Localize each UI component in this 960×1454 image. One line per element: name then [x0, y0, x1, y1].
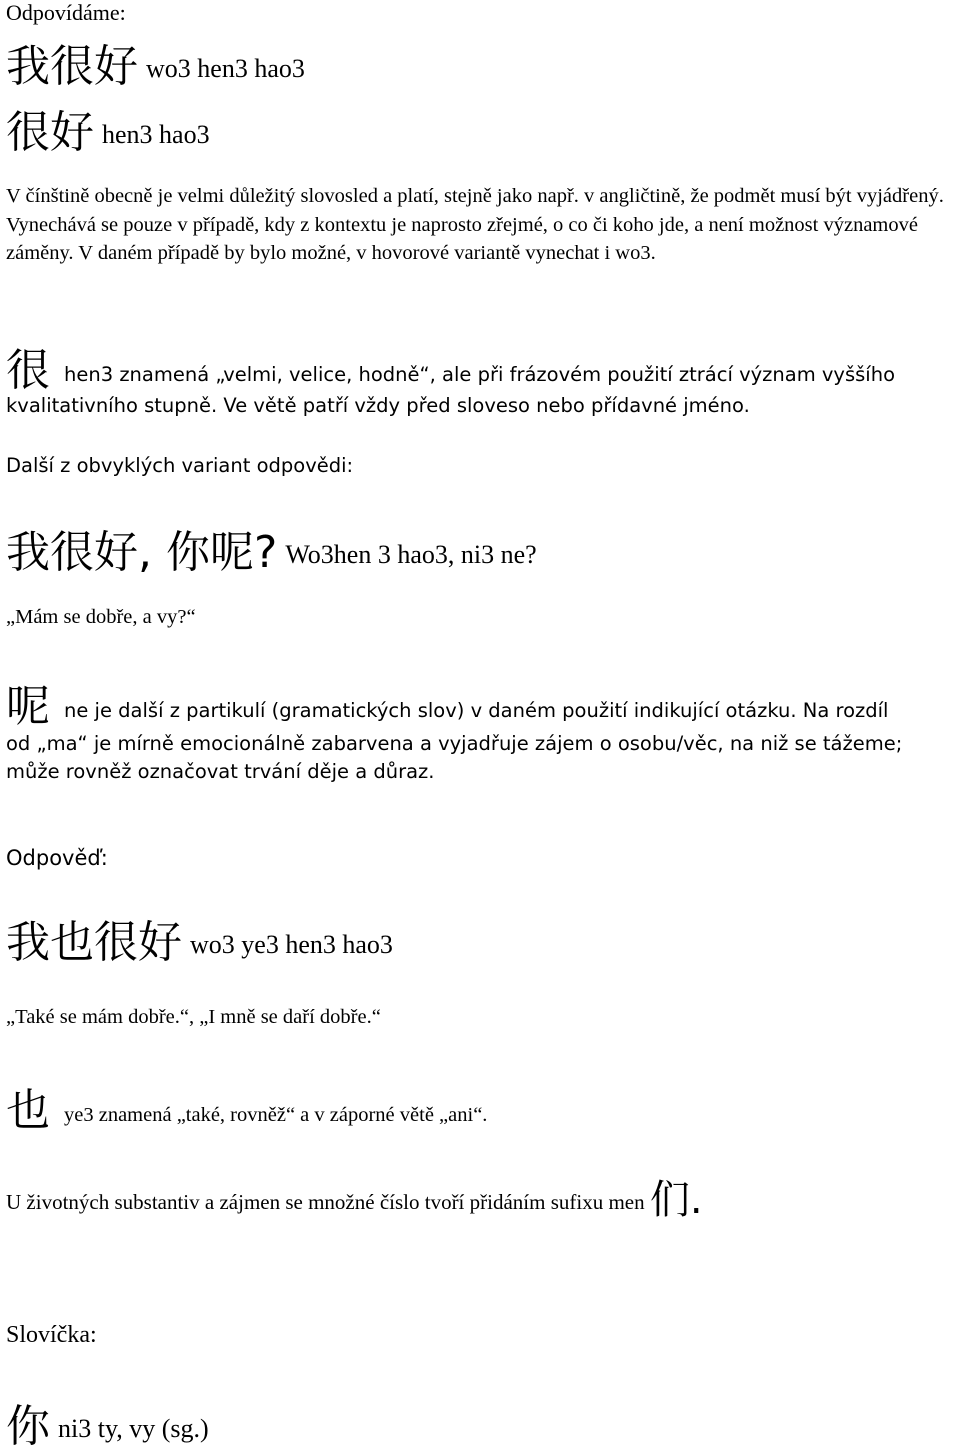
phrase-variant: [6, 516, 537, 580]
phrase-hanzi: 我很好: [6, 41, 138, 92]
phrase-pinyin: wo3 hen3 hao3: [146, 54, 305, 83]
phrase-hanzi: 很好: [6, 107, 94, 158]
hen-text-line1: hen3 znamená „velmi, velice, hodně“, ale při frázovém použití ztrácí význam vyššího: [64, 363, 895, 386]
ne-explanation-line1: [6, 670, 888, 734]
heading-reply: Odpověď:: [6, 846, 108, 870]
plural-text: U životných substantiv a zájmen se množné číslo tvoří přidáním sufixu men: [6, 1190, 645, 1214]
ne-text-line3: může rovněž označovat trvání děje a důraz.: [6, 760, 435, 783]
phrase-pinyin: Wo3hen 3 hao3, ni3 ne?: [285, 540, 537, 569]
hen-explanation-line1: [6, 334, 895, 398]
plural-explanation: [6, 1168, 703, 1225]
phrase-wo-ye-hen-hao: [6, 906, 393, 970]
phrase-pinyin: hen3 hao3: [102, 120, 210, 149]
phrase-pinyin: wo3 ye3 hen3 hao3: [190, 930, 393, 959]
translation-variant: „Mám se dobře, a vy?“: [6, 606, 196, 628]
paragraph-word-order: V čínštině obecně je velmi důležitý slovosled a platí, stejně jako např. v angličtině, že podmět musí být vyjádřený. Vynechává se pouze v případě, kdy z kontextu je naprosto zřejmé, o co či koho jde, a není možnost významové záměny. V daném případě by bylo možné, v hovorové variantě vynechat i wo3.: [6, 185, 944, 264]
heading-variant: Další z obvyklých variant odpovědi:: [6, 454, 354, 477]
ne-text-line1: ne je další z partikulí (gramatických slov) v daném použití indikující otázku. Na rozdíl: [64, 699, 889, 722]
phrase-hen-hao: [6, 96, 210, 160]
ye-hanzi: 也: [6, 1085, 50, 1136]
heading-answer: Odpovídáme:: [6, 0, 126, 25]
hen-text-line2: kvalitativního stupně. Ve větě patří vždy před sloveso nebo přídavné jméno.: [6, 394, 750, 417]
translation-reply: „Také se mám dobře.“, „I mně se daří dobře.“: [6, 1006, 381, 1028]
phrase-wo-hen-hao: [6, 30, 305, 94]
heading-vocab: Slovíčka:: [6, 1322, 97, 1348]
ne-hanzi: 呢: [6, 681, 50, 732]
phrase-hanzi: 我也很好: [6, 917, 182, 968]
vocab-ni: [6, 1390, 209, 1454]
vocab-pinyin: ni3 ty, vy (sg.): [58, 1414, 209, 1443]
vocab-hanzi: 你: [6, 1401, 50, 1452]
hen-hanzi: 很: [6, 345, 50, 396]
ye-explanation: [6, 1074, 487, 1138]
ye-text: ye3 znamená „také, rovněž“ a v záporné větě „ani“.: [64, 1104, 488, 1126]
phrase-hanzi: 我很好, 你呢?: [6, 527, 278, 578]
men-hanzi: 们.: [649, 1177, 703, 1223]
ne-text-line2: od „ma“ je mírně emocionálně zabarvena a vyjadřuje zájem o osobu/věc, na niž se tážeme;: [6, 732, 903, 755]
